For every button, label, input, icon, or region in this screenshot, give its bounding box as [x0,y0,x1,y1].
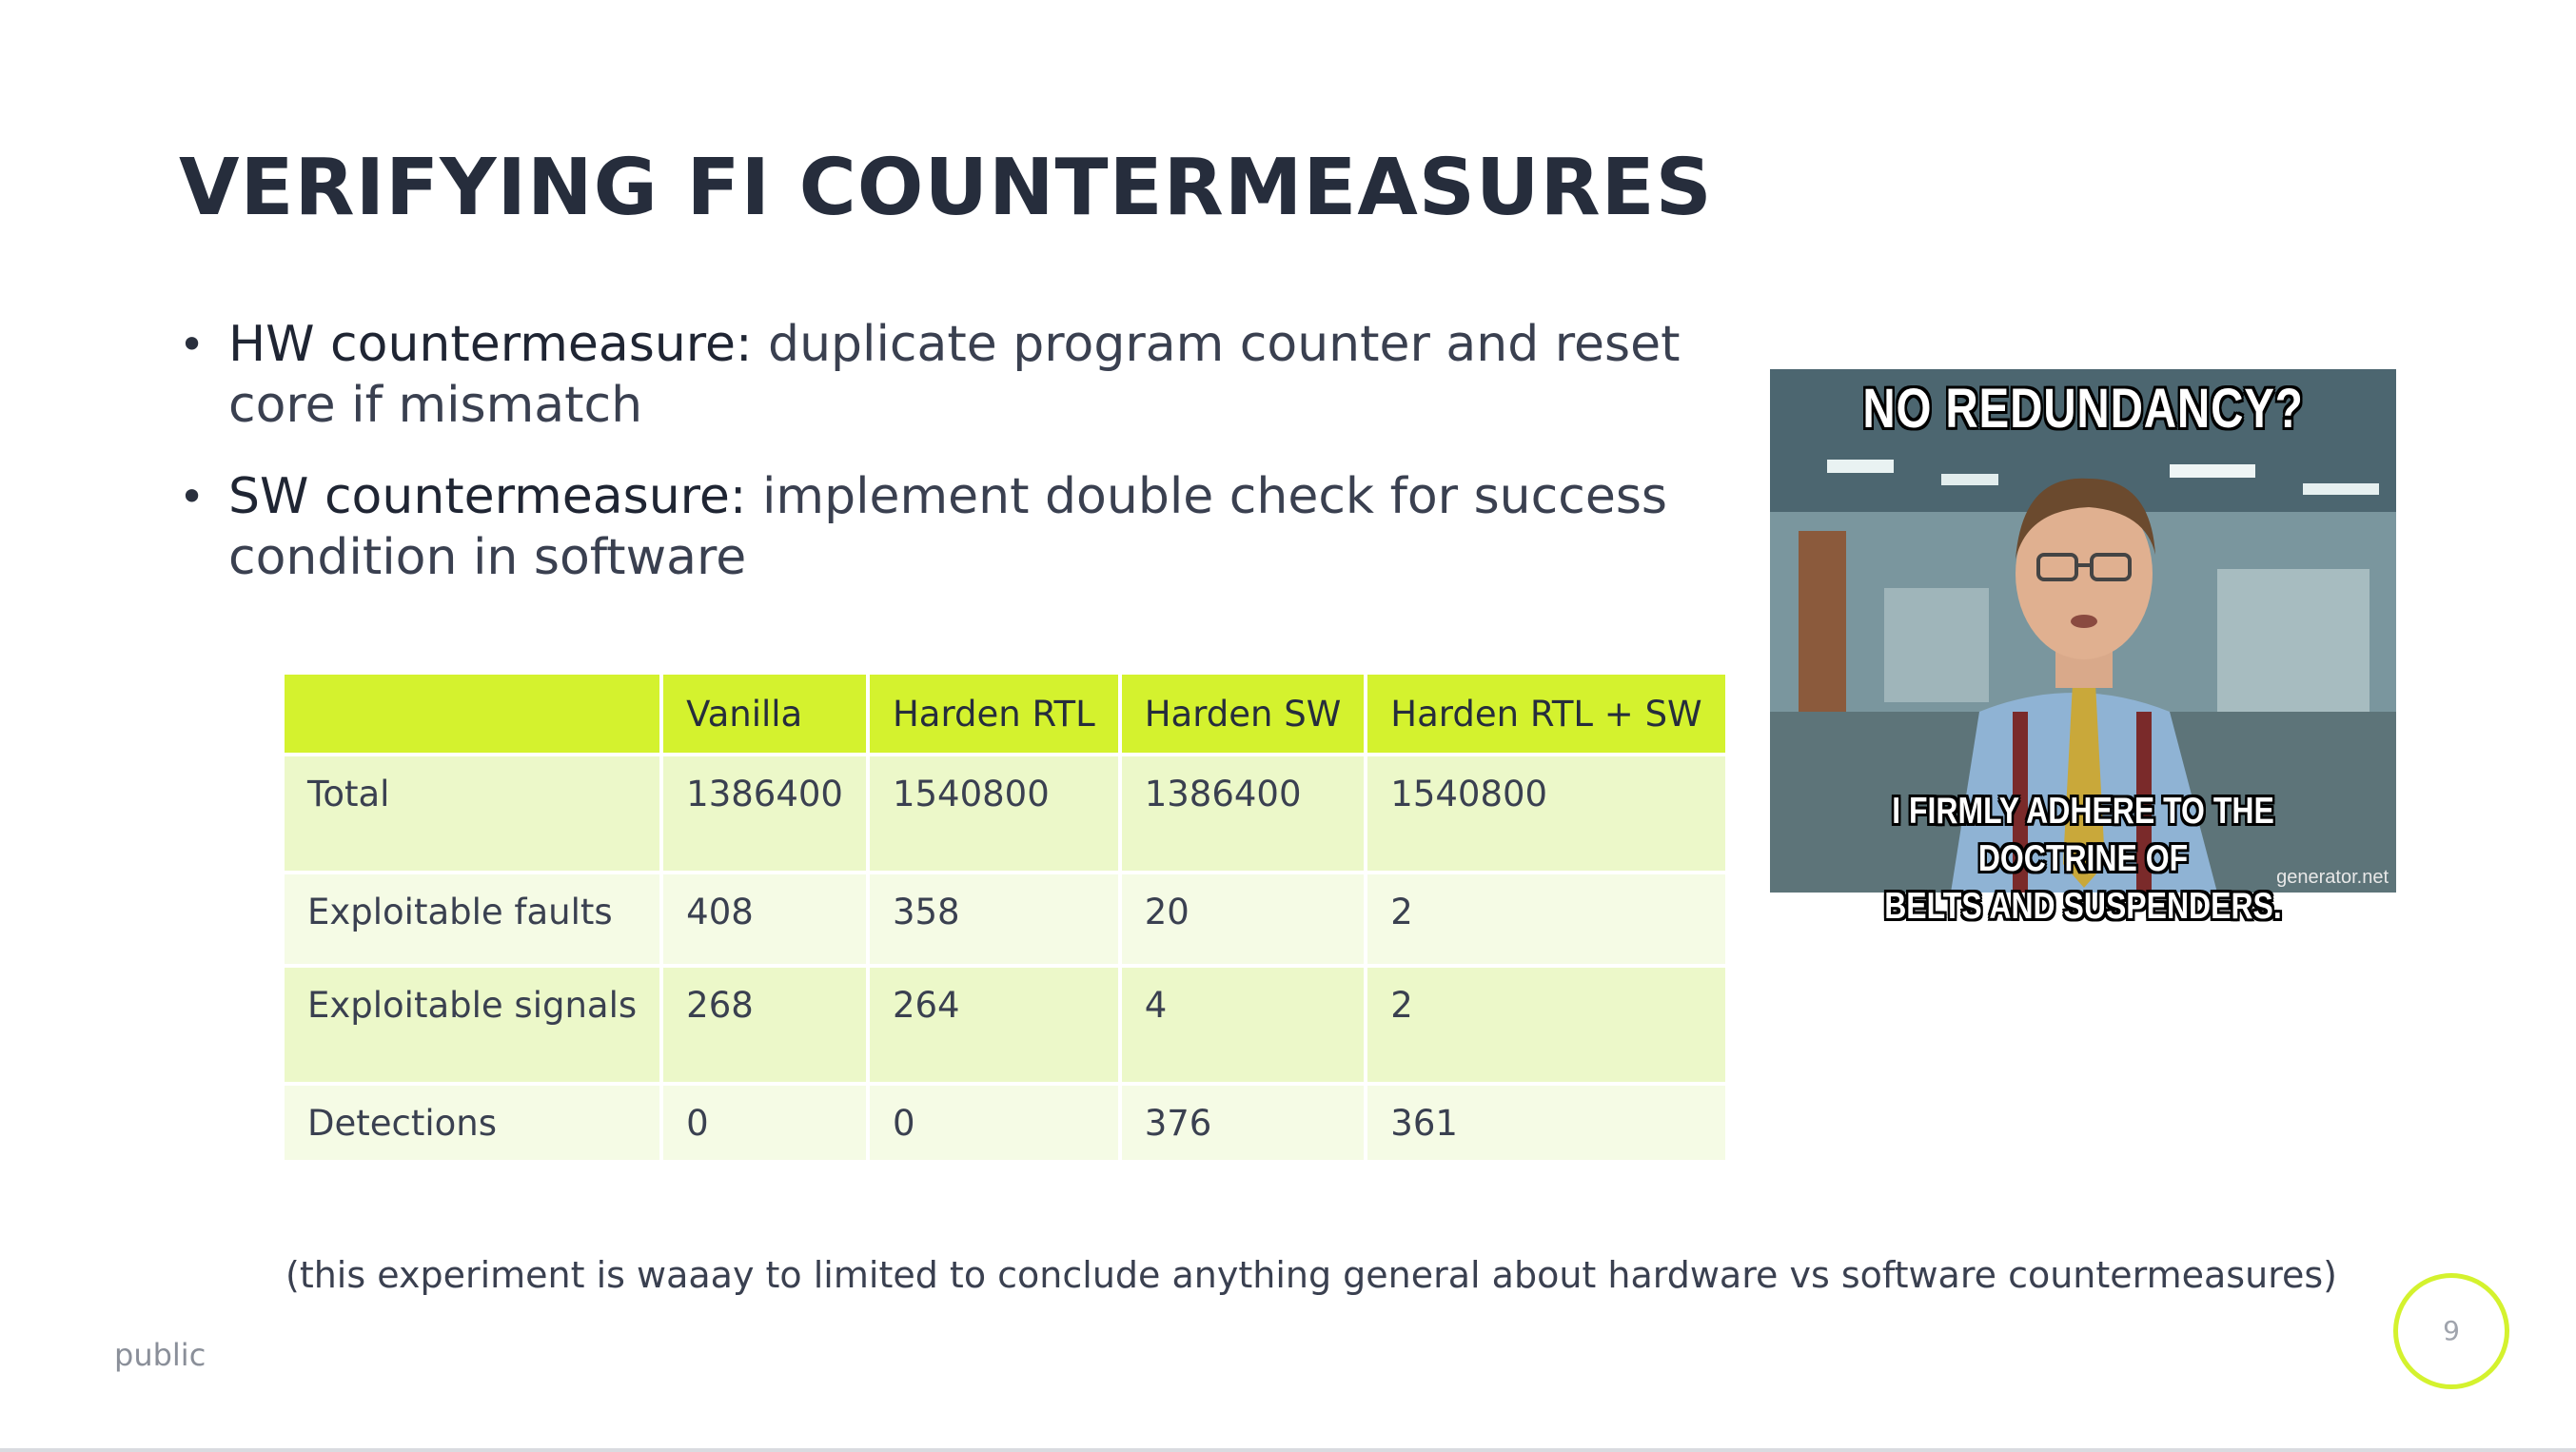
table-cell: 268 [663,968,866,1082]
table-row [285,968,1725,1082]
bullet-item-sw [179,466,1682,588]
table-cell: 4 [1122,968,1365,1082]
table-cell: 358 [870,874,1118,964]
table-cell: 0 [870,1086,1118,1160]
bullet-dot-icon: • [179,471,206,522]
table-cell: 2 [1367,874,1724,964]
meme-bottom-line: I FIRMLY ADHERE TO THE DOCTRINE OF [1892,791,2274,879]
table-cell: 361 [1367,1086,1724,1160]
table-cell: 408 [663,874,866,964]
table-cell: 1386400 [663,756,866,871]
table-header-cell: Harden RTL [870,675,1118,753]
bullet-lead: HW countermeasure: [228,316,753,373]
bullet-list [179,314,1682,618]
bullet-text: implement double check for success condition in software [228,468,1667,586]
bullet-lead: SW countermeasure: [228,468,747,525]
table-cell: 0 [663,1086,866,1160]
bullet-dot-icon: • [179,319,206,370]
classification-label: public [114,1337,206,1373]
table-cell: 20 [1122,874,1365,964]
bullet-item-hw [179,314,1682,436]
table-cell: 376 [1122,1086,1365,1160]
table-cell: Exploitable faults [285,874,659,964]
meme-bottom-text [1826,788,2340,931]
footnote: (this experiment is waaay to limited to conclude anything general about hardware vs software countermeasures) [285,1254,2337,1296]
table-header-row [285,675,1725,753]
table-header-cell [285,675,659,753]
table-cell: 2 [1367,968,1724,1082]
table-cell: Total [285,756,659,871]
table-header-cell: Harden SW [1122,675,1365,753]
table-cell: Exploitable signals [285,968,659,1082]
table-row [285,874,1725,964]
slide-title: VERIFYING FI COUNTERMEASURES [179,143,1713,233]
table-row [285,1086,1725,1160]
table-header-cell: Vanilla [663,675,866,753]
table-cell: 1386400 [1122,756,1365,871]
table-cell: Detections [285,1086,659,1160]
page-number-badge: 9 [2393,1273,2509,1389]
table-cell: 264 [870,968,1118,1082]
results-table [281,671,1729,1164]
meme-bottom-line: BELTS AND SUSPENDERS. [1884,886,2282,927]
table-cell: 1540800 [870,756,1118,871]
meme-watermark: generator.net [2276,867,2389,888]
table-cell: 1540800 [1367,756,1724,871]
bullet-text: duplicate program counter and reset core if mismatch [228,316,1681,434]
meme-top-text: NO REDUNDANCY? [1862,378,2304,440]
table-header-cell: Harden RTL + SW [1367,675,1724,753]
bottom-divider [0,1448,2576,1452]
table-row [285,756,1725,871]
meme-image [1770,369,2396,927]
